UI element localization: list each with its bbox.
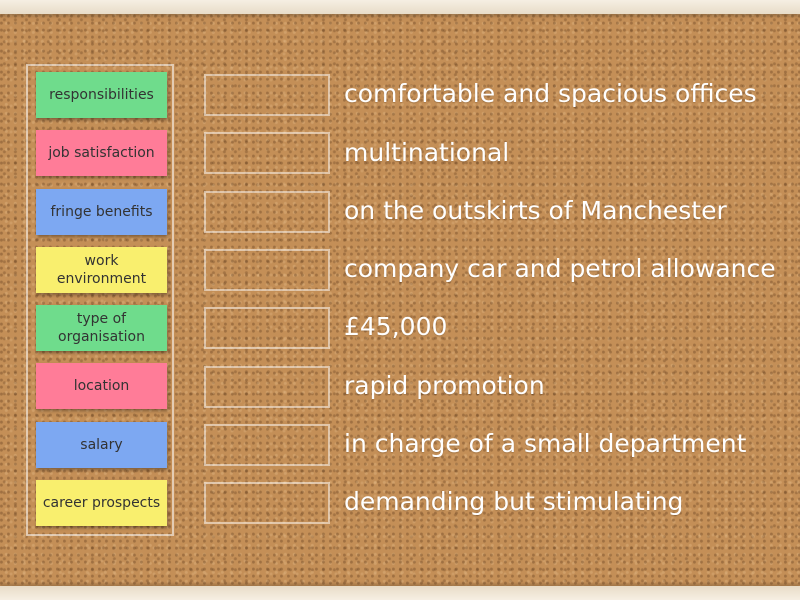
card-job-satisfaction[interactable]: job satisfaction xyxy=(36,130,167,176)
description-4: company car and petrol allowance xyxy=(344,253,776,283)
description-3: on the outskirts of Manchester xyxy=(344,195,727,225)
drop-slot-3[interactable] xyxy=(204,191,330,233)
board-frame-bottom xyxy=(0,586,800,600)
drop-slot-4[interactable] xyxy=(204,249,330,291)
description-6: rapid promotion xyxy=(344,370,545,400)
card-responsibilities[interactable]: responsibilities xyxy=(36,72,167,118)
drop-slot-2[interactable] xyxy=(204,132,330,174)
description-1: comfortable and spacious offices xyxy=(344,78,757,108)
card-location[interactable]: location xyxy=(36,363,167,409)
card-salary[interactable]: salary xyxy=(36,422,167,468)
drop-slot-6[interactable] xyxy=(204,366,330,408)
card-work-environment[interactable]: work environment xyxy=(36,247,167,293)
card-career-prospects[interactable]: career prospects xyxy=(36,480,167,526)
card-type-of-organisation[interactable]: type of organisation xyxy=(36,305,167,351)
card-fringe-benefits[interactable]: fringe benefits xyxy=(36,189,167,235)
drop-slot-1[interactable] xyxy=(204,74,330,116)
drop-slot-5[interactable] xyxy=(204,307,330,349)
description-7: in charge of a small department xyxy=(344,428,747,458)
drop-slot-7[interactable] xyxy=(204,424,330,466)
description-5: £45,000 xyxy=(344,311,448,341)
description-2: multinational xyxy=(344,137,510,167)
board-frame-top xyxy=(0,0,800,14)
description-8: demanding but stimulating xyxy=(344,486,684,516)
drop-slot-8[interactable] xyxy=(204,482,330,524)
